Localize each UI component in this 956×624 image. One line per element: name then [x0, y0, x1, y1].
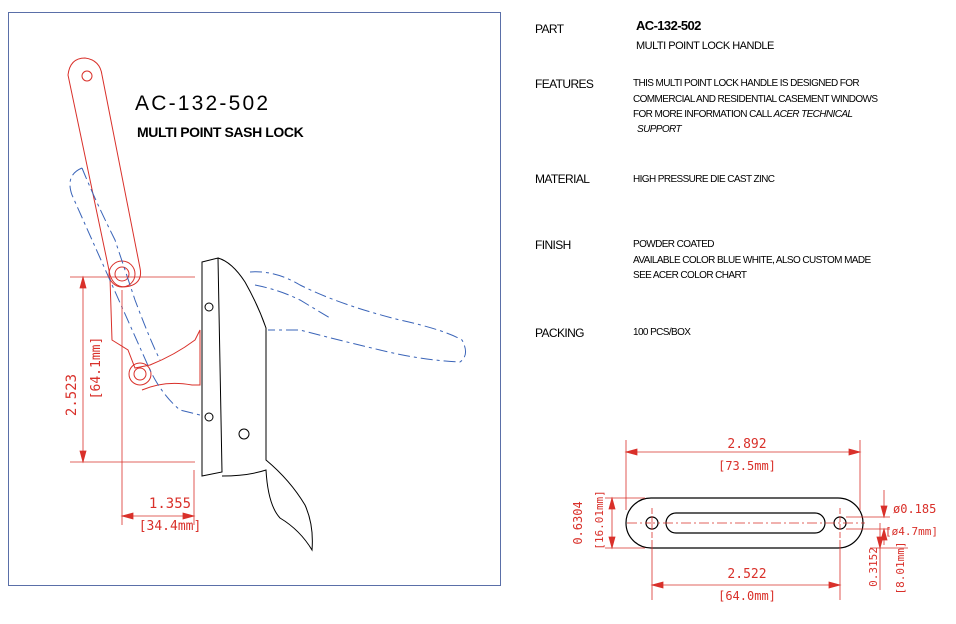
material-value: HIGH PRESSURE DIE CAST ZINC — [633, 174, 775, 185]
width-dim-inch: 1.355 — [148, 496, 192, 512]
height-dim-mm: [64.1mm] — [89, 336, 104, 400]
part-number: AC-132-502 — [636, 18, 701, 33]
features-label: FEATURES — [535, 77, 594, 91]
features-line-1: THIS MULTI POINT LOCK HANDLE IS DESIGNED FOR — [633, 78, 860, 89]
lever-handle — [68, 58, 200, 390]
offset-dim-inch: 0.3152 — [867, 547, 880, 587]
hole-dim-inch: ø0.185 — [893, 502, 937, 516]
packing-value: 100 PCS/BOX — [633, 327, 691, 338]
drawing-title: AC-132-502 — [135, 92, 271, 115]
drawing-subtitle: MULTI POINT SASH LOCK — [137, 124, 304, 140]
features-line-4: SUPPORT — [637, 124, 681, 135]
slot-top-dim-inch: 2.892 — [727, 437, 767, 452]
slot-bottom-dim-inch: 2.522 — [727, 567, 767, 582]
finish-line-3: SEE ACER COLOR CHART — [633, 270, 747, 281]
packing-label: PACKING — [535, 326, 584, 340]
part-label: PART — [535, 22, 564, 36]
finish-label: FINISH — [535, 238, 571, 252]
finish-line-2: AVAILABLE COLOR BLUE WHITE, ALSO CUSTOM MADE — [633, 255, 871, 266]
width-dim-mm: [34.4mm] — [138, 519, 202, 534]
slot-height-dim-mm: [16.01mm] — [593, 490, 606, 550]
slot-top-dim-mm: [73.5mm] — [718, 459, 776, 473]
offset-dim-mm: [8.01mm] — [894, 541, 907, 595]
material-label: MATERIAL — [535, 172, 590, 186]
finish-line-1: POWDER COATED — [633, 239, 714, 250]
slot-bottom-dim-mm: [64.0mm] — [718, 589, 776, 603]
features-line-2: COMMERCIAL AND RESIDENTIAL CASEMENT WINDOWS — [633, 94, 878, 105]
hole-dim-mm: [ø4.7mm] — [885, 525, 938, 538]
slot-height-dim-inch: 0.6304 — [571, 501, 585, 545]
dimension-lines-left — [70, 277, 195, 525]
height-dim-inch: 2.523 — [64, 373, 80, 417]
features-line-3: FOR MORE INFORMATION CALL ACER TECHNICAL — [633, 109, 853, 120]
part-name: MULTI POINT LOCK HANDLE — [636, 40, 774, 52]
lock-body — [202, 258, 312, 550]
